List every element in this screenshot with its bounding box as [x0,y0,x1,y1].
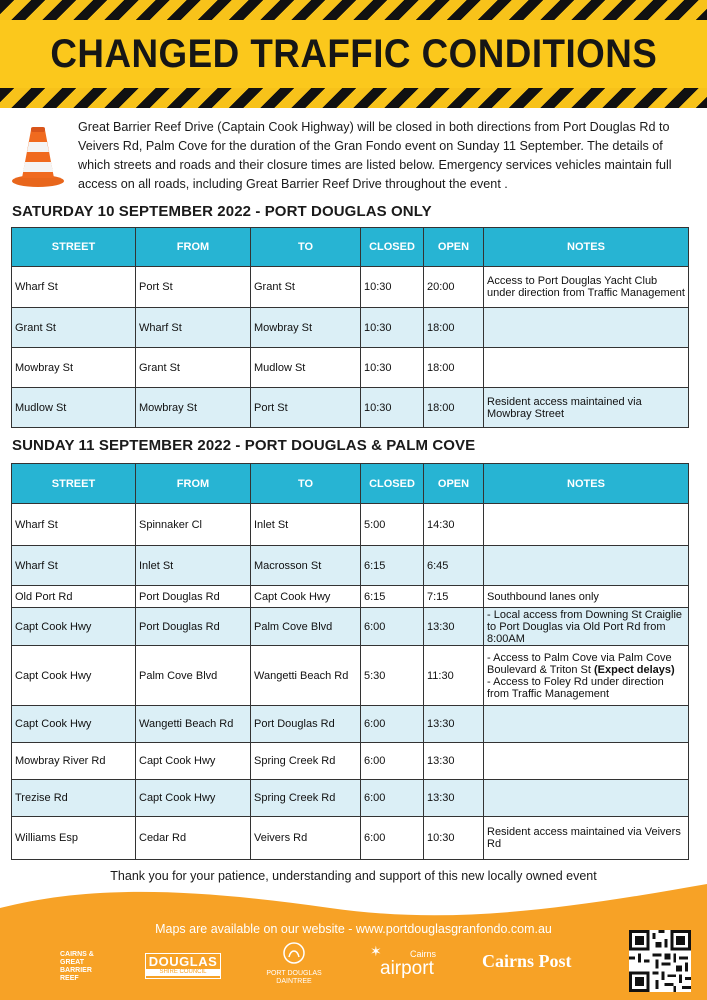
table-row [12,817,689,860]
note-text: - Access to Foley Rd under direction from Traffic Management [487,675,664,700]
saturday-section-title: SATURDAY 10 SEPTEMBER 2022 - PORT DOUGLAS ONLY [12,203,432,220]
cell-street: Capt Cook Hwy [12,608,136,646]
cell-closed: 10:30 [361,348,424,388]
cell-to: Spring Creek Rd [251,780,361,817]
cell-closed: 10:30 [361,388,424,428]
cell-street: Capt Cook Hwy [12,646,136,706]
cell-open: 18:00 [424,348,484,388]
table-row [12,608,689,646]
logo-text: CAIRNS & [60,951,94,958]
cell-closed: 6:00 [361,780,424,817]
cell-street: Williams Esp [12,817,136,860]
cell-from: Palm Cove Blvd [136,646,251,706]
col-header-closed: CLOSED [361,464,424,504]
qr-code [629,930,691,992]
footer-wave [0,880,707,1000]
cell-notes: Access to Port Douglas Yacht Club under direction from Traffic Management [484,267,689,308]
cell-street: Trezise Rd [12,780,136,817]
cell-street: Wharf St [12,504,136,546]
cell-from: Mowbray St [136,388,251,428]
cell-open: 13:30 [424,608,484,646]
col-header-from: FROM [136,228,251,267]
table-row [12,267,689,308]
cell-open: 6:45 [424,546,484,586]
cell-to: Palm Cove Blvd [251,608,361,646]
cell-notes [484,706,689,743]
cell-notes [484,348,689,388]
cell-to: Capt Cook Hwy [251,586,361,608]
thanks-message: Thank you for your patience, understanding and support of this new locally owned event [110,869,597,883]
cell-to: Spring Creek Rd [251,743,361,780]
cell-open: 13:30 [424,743,484,780]
cell-from: Inlet St [136,546,251,586]
col-header-open: OPEN [424,228,484,267]
hazard-stripe-bottom [0,88,707,108]
cell-from: Capt Cook Hwy [136,780,251,817]
sunday-section-title: SUNDAY 11 SEPTEMBER 2022 - PORT DOUGLAS & PALM COVE [12,437,476,454]
cell-open: 10:30 [424,817,484,860]
table-row [12,586,689,608]
palm-icon [280,941,308,965]
cell-to: Mowbray St [251,308,361,348]
table-row [12,646,689,706]
table-row [12,388,689,428]
col-header-notes: NOTES [484,464,689,504]
cell-notes [484,504,689,546]
cell-notes: Resident access maintained via Veivers Rd [484,817,689,860]
cell-closed: 6:15 [361,586,424,608]
intro-paragraph: Great Barrier Reef Drive (Captain Cook Highway) will be closed in both directions from Port Douglas Rd to Veivers Rd, Palm Cove for the duration of the Gran Fondo event on Sunday 11 September. The details of which streets and roads and their closure times are listed below. Emergency services vehicles maintain full access on all roads, including Great Barrier Reef Drive throughout the event . [78,120,672,191]
cell-closed: 6:00 [361,608,424,646]
cell-closed: 6:15 [361,546,424,586]
page-title: CHANGED TRAFFIC CONDITIONS [50,31,657,76]
cell-notes: - Local access from Downing St Craiglie to Port Douglas via Old Port Rd from 8:00AM [484,608,689,646]
cell-closed: 6:00 [361,706,424,743]
cell-to: Veivers Rd [251,817,361,860]
table-row [12,706,689,743]
cell-from: Grant St [136,348,251,388]
logo-text: GREAT [60,959,84,966]
cell-to: Wangetti Beach Rd [251,646,361,706]
logo-text: DOUGLAS [148,954,218,969]
cell-street: Grant St [12,308,136,348]
douglas-shire-logo [145,953,221,979]
traffic-cone-icon [10,124,66,188]
cell-notes [484,780,689,817]
cell-open: 20:00 [424,267,484,308]
cell-street: Wharf St [12,267,136,308]
col-header-street: STREET [12,228,136,267]
cell-to: Port St [251,388,361,428]
cell-open: 14:30 [424,504,484,546]
col-header-to: TO [251,464,361,504]
saturday-table [11,227,689,428]
bird-icon: ✶ [370,943,382,959]
cell-from: Port Douglas Rd [136,586,251,608]
cell-from: Wharf St [136,308,251,348]
cell-notes: Resident access maintained via Mowbray Street [484,388,689,428]
cell-notes [484,308,689,348]
sunday-table [11,463,689,860]
cell-to: Grant St [251,267,361,308]
cell-closed: 10:30 [361,267,424,308]
cell-to: Port Douglas Rd [251,706,361,743]
port-douglas-daintree-logo [256,941,332,986]
cell-open: 18:00 [424,308,484,348]
table-row [12,546,689,586]
cell-street: Capt Cook Hwy [12,706,136,743]
logo-text: SHIRE COUNCIL [146,969,220,976]
table-row [12,308,689,348]
cgbr-logo [60,951,94,983]
cell-open: 18:00 [424,388,484,428]
cell-open: 11:30 [424,646,484,706]
cell-from: Cedar Rd [136,817,251,860]
cell-from: Capt Cook Hwy [136,743,251,780]
logo-text: PORT DOUGLAS [266,970,322,977]
col-header-closed: CLOSED [361,228,424,267]
cell-to: Macrosson St [251,546,361,586]
col-header-street: STREET [12,464,136,504]
cell-notes [484,743,689,780]
col-header-open: OPEN [424,464,484,504]
table-header-row [12,228,689,267]
logo-text: BARRIER [60,967,92,974]
cell-closed: 6:00 [361,743,424,780]
cell-from: Port Douglas Rd [136,608,251,646]
note-emphasis: (Expect delays) [594,663,675,676]
cell-street: Mudlow St [12,388,136,428]
table-header-row [12,464,689,504]
cell-open: 13:30 [424,706,484,743]
cell-street: Old Port Rd [12,586,136,608]
cell-to: Inlet St [251,504,361,546]
col-header-notes: NOTES [484,228,689,267]
note-text: - Access to Palm Cove via Palm Cove Boulevard & Triton St [487,651,672,676]
header-banner [0,20,707,88]
table-row [12,743,689,780]
col-header-to: TO [251,228,361,267]
maps-website-text: Maps are available on our website - www.portdouglasgranfondo.com.au [155,922,552,936]
cell-from: Spinnaker Cl [136,504,251,546]
cell-closed: 5:00 [361,504,424,546]
cell-notes: Southbound lanes only [484,586,689,608]
col-header-from: FROM [136,464,251,504]
cell-notes [484,546,689,586]
cell-closed: 6:00 [361,817,424,860]
hazard-stripe-top [0,0,707,20]
logo-text: airport [380,958,434,979]
cell-street: Wharf St [12,546,136,586]
logo-text: REEF [60,975,79,982]
cell-notes [484,646,689,706]
logo-text: DAINTREE [276,978,312,985]
cell-to: Mudlow St [251,348,361,388]
table-row [12,780,689,817]
cell-open: 7:15 [424,586,484,608]
cairns-post-logo: Cairns Post [482,951,572,971]
cell-from: Port St [136,267,251,308]
cell-closed: 5:30 [361,646,424,706]
cell-street: Mowbray River Rd [12,743,136,780]
table-row [12,504,689,546]
cell-street: Mowbray St [12,348,136,388]
cell-open: 13:30 [424,780,484,817]
logo-text: Cairns [410,949,437,959]
cell-from: Wangetti Beach Rd [136,706,251,743]
table-row [12,348,689,388]
cell-closed: 10:30 [361,308,424,348]
